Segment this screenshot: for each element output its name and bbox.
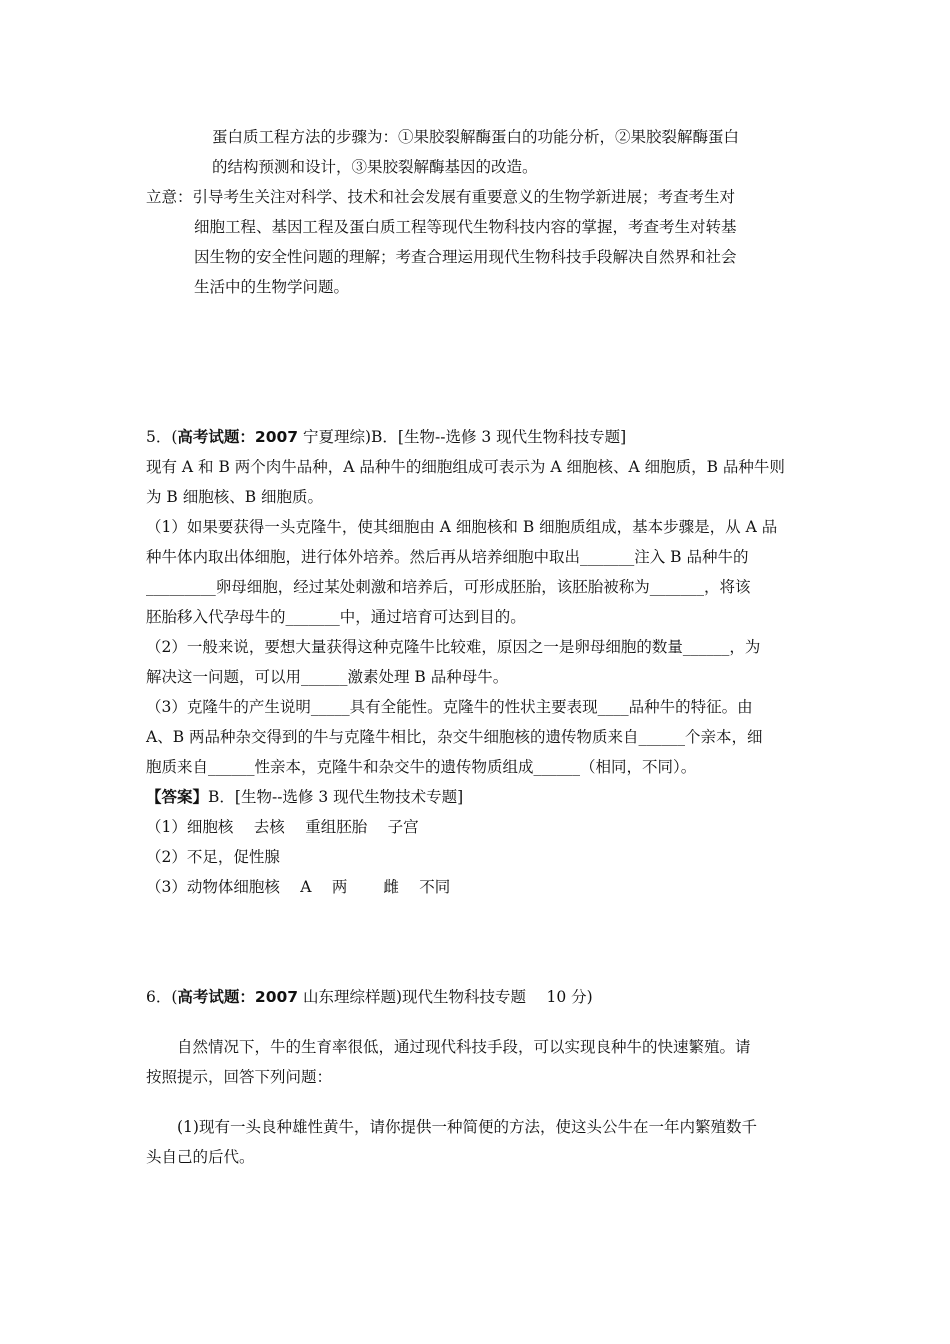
q6-part1-line-2: 头自己的后代。: [146, 1148, 255, 1166]
q5-answer-2: （2）不足，促性腺: [146, 848, 280, 866]
q5-heading: [146, 427, 626, 447]
q5-part2-line-1: （2）一般来说，要想大量获得这种克隆牛比较难，原因之一是卵母细胞的数量______，为: [146, 638, 761, 656]
q5-stem-line-2: 为 B 细胞核、B 细胞质。: [146, 488, 324, 506]
intent-text-1: 引导考生关注对科学、技术和社会发展有重要意义的生物学新进展；考查考生对: [192, 188, 736, 206]
q5-source-bold: 高考试题：2007: [177, 428, 299, 446]
q5-stem-line-1: 现有 A 和 B 两个肉牛品种，A 品种牛的细胞组成可表示为 A 细胞核、A 细胞质，B 品种牛则: [146, 458, 785, 476]
q5-answer-1: （1）细胞核 去核 重组胚胎 子宫: [146, 818, 419, 836]
q5-part1-line-4: 胚胎移入代孕母牛的_______中，通过培育可达到目的。: [146, 608, 526, 626]
q5-number: 5．(: [146, 428, 178, 446]
q6-heading: [146, 987, 593, 1007]
intent-line-3: 因生物的安全性问题的理解；考查合理运用现代生物科技手段解决自然界和社会: [194, 248, 737, 266]
intent-line-2: 细胞工程、基因工程及蛋白质工程等现代生物科技内容的掌握，考查考生对转基: [194, 218, 737, 236]
q6-number: 6．(: [146, 988, 178, 1006]
q5-answer-3: （3）动物体细胞核 A 两 雌 不同: [146, 878, 451, 896]
q5-part1-line-2: 种牛体内取出体细胞，进行体外培养。然后再从培养细胞中取出_______注入 B 品种牛的: [146, 548, 749, 566]
q5-part1-line-3: _________卵母细胞，经过某处刺激和培养后，可形成胚胎，该胚胎被称为_______，将该: [146, 578, 751, 596]
intent-label: 立意：: [146, 188, 193, 206]
q5-answer-label: 【答案】: [146, 788, 209, 806]
q6-part1-line-1: (1)现有一头良种雄性黄牛，请你提供一种简便的方法，使这头公牛在一年内繁殖数千: [146, 1118, 757, 1136]
q5-answer-title: B．[生物--选修 3 现代生物技术专题]: [208, 788, 464, 806]
intro-line-1: 蛋白质工程方法的步骤为：①果胶裂解酶蛋白的功能分析，②果胶裂解酶蛋白: [212, 128, 740, 146]
q5-part2-line-2: 解决这一问题，可以用______激素处理 B 品种母牛。: [146, 668, 509, 686]
q5-source-rest: 宁夏理综)B．[生物--选修 3 现代生物科技专题]: [298, 428, 627, 446]
intent-line-4: 生活中的生物学问题。: [194, 278, 350, 296]
q5-part3-line-3: 胞质来自______性亲本，克隆牛和杂交牛的遗传物质组成______（相同，不同）。: [146, 758, 697, 776]
q5-part3-line-2: A、B 两品种杂交得到的牛与克隆牛相比，杂交牛细胞核的遗传物质来自______个亲本，细: [146, 728, 763, 746]
intro-line-2: 的结构预测和设计，③果胶裂解酶基因的改造。: [212, 158, 538, 176]
intent-line-1: [146, 187, 735, 207]
q6-source-bold: 高考试题：2007: [177, 988, 299, 1006]
q6-stem-line-1: 自然情况下，牛的生育率很低，通过现代科技手段，可以实现良种牛的快速繁殖。请: [146, 1038, 751, 1056]
q5-answer-heading: [146, 787, 463, 807]
q6-source-rest: 山东理综样题)现代生物科技专题 10 分): [298, 988, 593, 1006]
q6-stem-line-2: 按照提示，回答下列问题：: [146, 1068, 333, 1086]
q5-part1-line-1: （1）如果要获得一头克隆牛，使其细胞由 A 细胞核和 B 细胞质组成，基本步骤是，从 A 品: [146, 518, 778, 536]
q5-part3-line-1: （3）克隆牛的产生说明_____具有全能性。克隆牛的性状主要表现____品种牛的特征。由: [146, 698, 753, 716]
